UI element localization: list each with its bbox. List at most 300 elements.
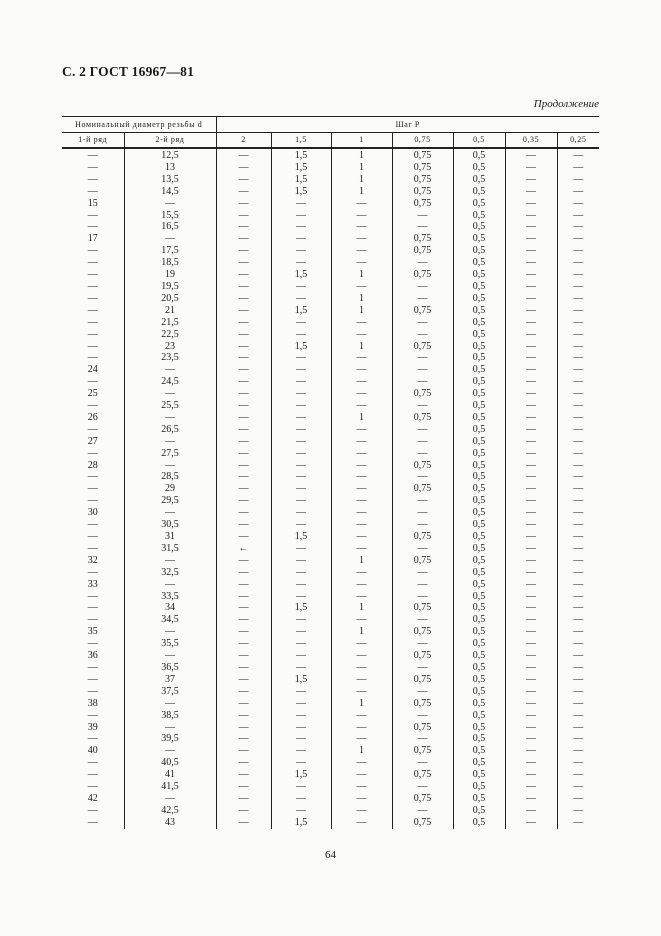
table-cell: —: [124, 579, 216, 591]
table-cell: —: [505, 805, 557, 817]
table-cell: —: [271, 436, 331, 448]
table-cell: —: [216, 148, 271, 162]
table-cell: —: [87, 269, 98, 281]
table-row: [62, 567, 599, 579]
table-cell: —: [216, 317, 271, 329]
table-cell: 23: [124, 341, 216, 353]
table-cell: —: [271, 495, 331, 507]
table-cell: 28: [87, 459, 98, 471]
table-row: [62, 162, 599, 174]
table-cell: —: [331, 448, 392, 460]
table-cell: 0,5: [453, 555, 505, 567]
table-cell: —: [392, 507, 453, 519]
table-cell: —: [331, 674, 392, 686]
table-cell: —: [392, 448, 453, 460]
table-cell: —: [557, 400, 599, 412]
table-cell: 1: [331, 698, 392, 710]
table-cell: 0,5: [453, 436, 505, 448]
table-row: [62, 805, 599, 817]
table-cell: 0,5: [453, 769, 505, 781]
table-cell: —: [87, 733, 98, 745]
table-cell: 0,75: [392, 412, 453, 424]
table-cell: —: [124, 650, 216, 662]
table-cell: —: [392, 710, 453, 722]
table-cell: —: [124, 626, 216, 638]
table-cell: —: [331, 519, 392, 531]
table-cell: 1,5: [271, 174, 331, 186]
table-cell: —: [505, 483, 557, 495]
table-row: [62, 757, 599, 769]
table-cell: —: [505, 471, 557, 483]
table-cell: 0,5: [453, 257, 505, 269]
table-cell: 0,5: [453, 198, 505, 210]
table-cell: 1: [331, 412, 392, 424]
table-cell: 0,5: [453, 424, 505, 436]
table-cell: —: [216, 412, 271, 424]
table-row: [62, 293, 599, 305]
table-cell: —: [124, 555, 216, 567]
table-cell: 28,5: [124, 471, 216, 483]
table-cell: —: [216, 710, 271, 722]
table-cell: —: [505, 388, 557, 400]
table-cell: 0,5: [453, 507, 505, 519]
table-cell: —: [331, 257, 392, 269]
table-cell: —: [216, 352, 271, 364]
table-cell: —: [392, 400, 453, 412]
table-cell: —: [124, 722, 216, 734]
table-cell: —: [557, 329, 599, 341]
table-cell: —: [505, 531, 557, 543]
table-cell: —: [392, 436, 453, 448]
table-row: [62, 424, 599, 436]
table-cell: —: [124, 507, 216, 519]
table-cell: 0,5: [453, 400, 505, 412]
table-cell: —: [271, 221, 331, 233]
table-cell: —: [331, 638, 392, 650]
table-cell: —: [331, 317, 392, 329]
table-cell: —: [505, 698, 557, 710]
table-cell: —: [392, 543, 453, 555]
table-cell: —: [216, 555, 271, 567]
table-cell: 0,5: [453, 388, 505, 400]
table-cell: —: [87, 590, 98, 602]
table-cell: 27,5: [124, 448, 216, 460]
table-row: [62, 376, 599, 388]
table-cell: —: [557, 674, 599, 686]
table-cell: —: [216, 269, 271, 281]
table-cell: —: [557, 722, 599, 734]
table-cell: —: [331, 495, 392, 507]
table-cell: 0,5: [453, 567, 505, 579]
table-cell: —: [392, 757, 453, 769]
table-row: [62, 674, 599, 686]
table-cell: —: [271, 567, 331, 579]
table-cell: —: [392, 591, 453, 603]
table-cell: —: [87, 483, 98, 495]
table-cell: —: [557, 745, 599, 757]
table-cell: —: [557, 591, 599, 603]
table-cell: —: [331, 817, 392, 829]
table-cell: —: [124, 460, 216, 472]
table-cell: —: [331, 686, 392, 698]
table-cell: —: [271, 722, 331, 734]
table-cell: —: [216, 650, 271, 662]
table-cell: 0,5: [453, 245, 505, 257]
table-cell: —: [557, 245, 599, 257]
table-cell: 0,5: [453, 793, 505, 805]
table-cell: 32,5: [124, 567, 216, 579]
table-cell: —: [557, 483, 599, 495]
table-cell: —: [392, 376, 453, 388]
table-cell: —: [216, 293, 271, 305]
table-cell: 1: [331, 602, 392, 614]
table-cell: 0,75: [392, 602, 453, 614]
table-cell: —: [331, 567, 392, 579]
table-cell: —: [87, 328, 98, 340]
table-cell: —: [331, 436, 392, 448]
table-cell: 31,5: [124, 543, 216, 555]
table-row: [62, 352, 599, 364]
table-cell: —: [271, 579, 331, 591]
table-row: [62, 210, 599, 222]
table-cell: —: [557, 817, 599, 829]
table-cell: —: [331, 531, 392, 543]
table-cell: —: [505, 424, 557, 436]
table-cell: —: [216, 745, 271, 757]
table-cell: 0,5: [453, 281, 505, 293]
table-cell: —: [505, 317, 557, 329]
table-row: [62, 471, 599, 483]
table-cell: 33,5: [124, 591, 216, 603]
table-cell: —: [271, 543, 331, 555]
table-cell: ←: [216, 543, 271, 555]
table-cell: —: [87, 519, 98, 531]
table-row: [62, 436, 599, 448]
table-cell: 0,75: [392, 148, 453, 162]
table-row: [62, 174, 599, 186]
table-cell: 35: [87, 626, 98, 638]
table-cell: —: [124, 198, 216, 210]
table-cell: —: [392, 519, 453, 531]
table-cell: 0,5: [453, 221, 505, 233]
table-cell: —: [557, 412, 599, 424]
table-cell: —: [557, 781, 599, 793]
table-row: [62, 400, 599, 412]
table-cell: 36: [87, 650, 98, 662]
table-cell: —: [124, 793, 216, 805]
table-cell: —: [505, 400, 557, 412]
diameter-header: Номинальный диаметр резьбы d: [62, 117, 216, 133]
table-row: [62, 781, 599, 793]
table-cell: —: [505, 662, 557, 674]
table-cell: —: [87, 150, 98, 161]
table-cell: —: [87, 423, 98, 435]
table-cell: —: [271, 424, 331, 436]
table-cell: —: [87, 245, 98, 257]
table-cell: —: [331, 543, 392, 555]
table-cell: —: [87, 304, 98, 316]
table-cell: —: [216, 174, 271, 186]
table-row: [62, 341, 599, 353]
table-cell: 21: [124, 305, 216, 317]
table-cell: —: [87, 495, 98, 507]
table-cell: 0,5: [453, 602, 505, 614]
table-row: [62, 579, 599, 591]
pitch-header: Шаг P: [216, 117, 599, 133]
table-cell: 22,5: [124, 329, 216, 341]
table-cell: —: [557, 531, 599, 543]
table-cell: —: [505, 162, 557, 174]
table-cell: —: [557, 519, 599, 531]
table-cell: —: [87, 340, 98, 352]
table-cell: 1,5: [271, 674, 331, 686]
table-cell: 0,75: [392, 233, 453, 245]
table-cell: 0,5: [453, 305, 505, 317]
table-cell: 0,5: [453, 186, 505, 198]
table-cell: —: [557, 186, 599, 198]
table-cell: —: [557, 757, 599, 769]
table-cell: —: [331, 233, 392, 245]
table-cell: 39,5: [124, 733, 216, 745]
table-cell: —: [331, 757, 392, 769]
table-cell: 0,5: [453, 722, 505, 734]
table-cell: 41,5: [124, 781, 216, 793]
table-cell: 29,5: [124, 495, 216, 507]
table-row: [62, 233, 599, 245]
table-cell: —: [271, 483, 331, 495]
table-cell: —: [216, 162, 271, 174]
table-cell: —: [392, 471, 453, 483]
table-cell: 1: [331, 148, 392, 162]
table-cell: —: [505, 233, 557, 245]
table-cell: —: [271, 210, 331, 222]
table-cell: 18,5: [124, 257, 216, 269]
table-row: [62, 317, 599, 329]
table-cell: —: [557, 495, 599, 507]
table-cell: 0,5: [453, 483, 505, 495]
table-cell: —: [557, 626, 599, 638]
table-cell: —: [505, 793, 557, 805]
table-cell: 1,5: [271, 148, 331, 162]
table-row: [62, 148, 599, 162]
table-cell: —: [87, 566, 98, 578]
table-cell: —: [505, 148, 557, 162]
table-cell: —: [392, 221, 453, 233]
table-cell: —: [87, 685, 98, 697]
table-cell: 0,5: [453, 698, 505, 710]
table-cell: —: [505, 341, 557, 353]
column-header: 1-й ряд: [62, 133, 124, 149]
table-cell: —: [557, 364, 599, 376]
table-row: [62, 793, 599, 805]
table-cell: 0,5: [453, 233, 505, 245]
table-cell: —: [216, 495, 271, 507]
table-cell: —: [216, 281, 271, 293]
table-cell: —: [271, 519, 331, 531]
table-cell: 38: [87, 697, 98, 709]
table-cell: 1,5: [271, 162, 331, 174]
table-cell: —: [87, 209, 98, 221]
table-cell: —: [216, 221, 271, 233]
table-cell: 0,5: [453, 495, 505, 507]
table-cell: 0,5: [453, 733, 505, 745]
table-cell: —: [557, 614, 599, 626]
table-cell: —: [505, 257, 557, 269]
table-cell: 0,5: [453, 448, 505, 460]
table-cell: —: [505, 305, 557, 317]
table-cell: —: [87, 400, 98, 412]
table-cell: —: [557, 148, 599, 162]
table-cell: —: [216, 364, 271, 376]
table-cell: —: [557, 650, 599, 662]
table-cell: —: [331, 591, 392, 603]
table-cell: 1: [331, 341, 392, 353]
table-cell: 0,5: [453, 591, 505, 603]
table-cell: —: [271, 650, 331, 662]
table-cell: 0,75: [392, 483, 453, 495]
table-cell: —: [331, 710, 392, 722]
table-cell: —: [87, 602, 98, 614]
table-cell: —: [557, 174, 599, 186]
table-cell: —: [271, 507, 331, 519]
table-cell: —: [331, 221, 392, 233]
table-row: [62, 614, 599, 626]
table-cell: 12,5: [124, 148, 216, 162]
table-cell: —: [87, 471, 98, 483]
table-row: [62, 733, 599, 745]
table-cell: 40: [87, 745, 98, 757]
table-cell: —: [271, 710, 331, 722]
table-cell: —: [216, 245, 271, 257]
table-cell: —: [87, 173, 98, 185]
table-cell: 1: [331, 174, 392, 186]
table-cell: —: [505, 769, 557, 781]
table-cell: 43: [124, 817, 216, 829]
table-row: [62, 460, 599, 472]
table-cell: 30: [87, 507, 98, 519]
table-cell: —: [392, 293, 453, 305]
table-cell: 1: [331, 745, 392, 757]
table-cell: 0,75: [392, 626, 453, 638]
table-cell: 0,75: [392, 174, 453, 186]
table-cell: —: [216, 567, 271, 579]
table-cell: —: [505, 376, 557, 388]
table-cell: —: [87, 447, 98, 459]
table-cell: 23,5: [124, 352, 216, 364]
table-cell: —: [392, 281, 453, 293]
table-cell: 0,75: [392, 341, 453, 353]
table-cell: —: [557, 543, 599, 555]
table-cell: —: [87, 709, 98, 721]
table-cell: 16,5: [124, 221, 216, 233]
table-cell: —: [271, 448, 331, 460]
table-cell: —: [216, 769, 271, 781]
table-cell: —: [216, 793, 271, 805]
table-cell: 0,5: [453, 626, 505, 638]
table-cell: —: [271, 257, 331, 269]
table-cell: 26: [87, 411, 98, 423]
table-cell: 0,5: [453, 364, 505, 376]
table-cell: —: [271, 591, 331, 603]
table-row: [62, 722, 599, 734]
table-cell: —: [271, 317, 331, 329]
table-cell: —: [392, 662, 453, 674]
table-cell: —: [505, 198, 557, 210]
table-cell: 1,5: [271, 602, 331, 614]
table-row: [62, 531, 599, 543]
table-cell: 37,5: [124, 686, 216, 698]
table-row: [62, 817, 599, 829]
table-cell: —: [505, 364, 557, 376]
table-cell: 32: [87, 554, 98, 566]
table-cell: 19,5: [124, 281, 216, 293]
table-cell: —: [271, 471, 331, 483]
column-header: 2-й ряд: [124, 133, 216, 149]
table-cell: 0,5: [453, 329, 505, 341]
table-cell: —: [557, 424, 599, 436]
table-cell: —: [392, 579, 453, 591]
table-cell: —: [331, 722, 392, 734]
table-cell: —: [87, 757, 98, 769]
table-cell: —: [505, 781, 557, 793]
table-row: [62, 591, 599, 603]
table-cell: —: [557, 436, 599, 448]
table-cell: —: [505, 186, 557, 198]
table-cell: —: [216, 198, 271, 210]
table-cell: —: [87, 804, 98, 816]
table-cell: 0,75: [392, 245, 453, 257]
table-cell: —: [216, 507, 271, 519]
table-cell: —: [557, 376, 599, 388]
table-cell: 0,5: [453, 805, 505, 817]
table-cell: —: [271, 626, 331, 638]
table-cell: —: [392, 805, 453, 817]
table-cell: —: [331, 769, 392, 781]
table-cell: —: [331, 579, 392, 591]
table-cell: —: [505, 543, 557, 555]
table-cell: —: [557, 281, 599, 293]
table-row: [62, 364, 599, 376]
table-cell: —: [216, 781, 271, 793]
table-cell: —: [505, 626, 557, 638]
table-cell: 27: [87, 435, 98, 447]
table-cell: —: [331, 507, 392, 519]
table-cell: —: [505, 817, 557, 829]
continuation-label: Продолжение: [533, 98, 599, 110]
table-cell: —: [505, 602, 557, 614]
table-cell: —: [271, 329, 331, 341]
table-cell: 0,75: [392, 650, 453, 662]
table-cell: 38,5: [124, 710, 216, 722]
table-row: [62, 305, 599, 317]
table-cell: 0,5: [453, 710, 505, 722]
table-row: [62, 555, 599, 567]
table-cell: —: [216, 186, 271, 198]
table-cell: —: [505, 674, 557, 686]
table-cell: 0,5: [453, 757, 505, 769]
table-cell: —: [505, 495, 557, 507]
table-cell: 0,75: [392, 460, 453, 472]
table-cell: —: [271, 757, 331, 769]
table-cell: —: [557, 257, 599, 269]
table-cell: —: [124, 745, 216, 757]
table-row: [62, 626, 599, 638]
table-cell: 1: [331, 293, 392, 305]
table-cell: —: [505, 174, 557, 186]
table-cell: —: [505, 745, 557, 757]
table-cell: 1: [331, 305, 392, 317]
table-cell: 34,5: [124, 614, 216, 626]
